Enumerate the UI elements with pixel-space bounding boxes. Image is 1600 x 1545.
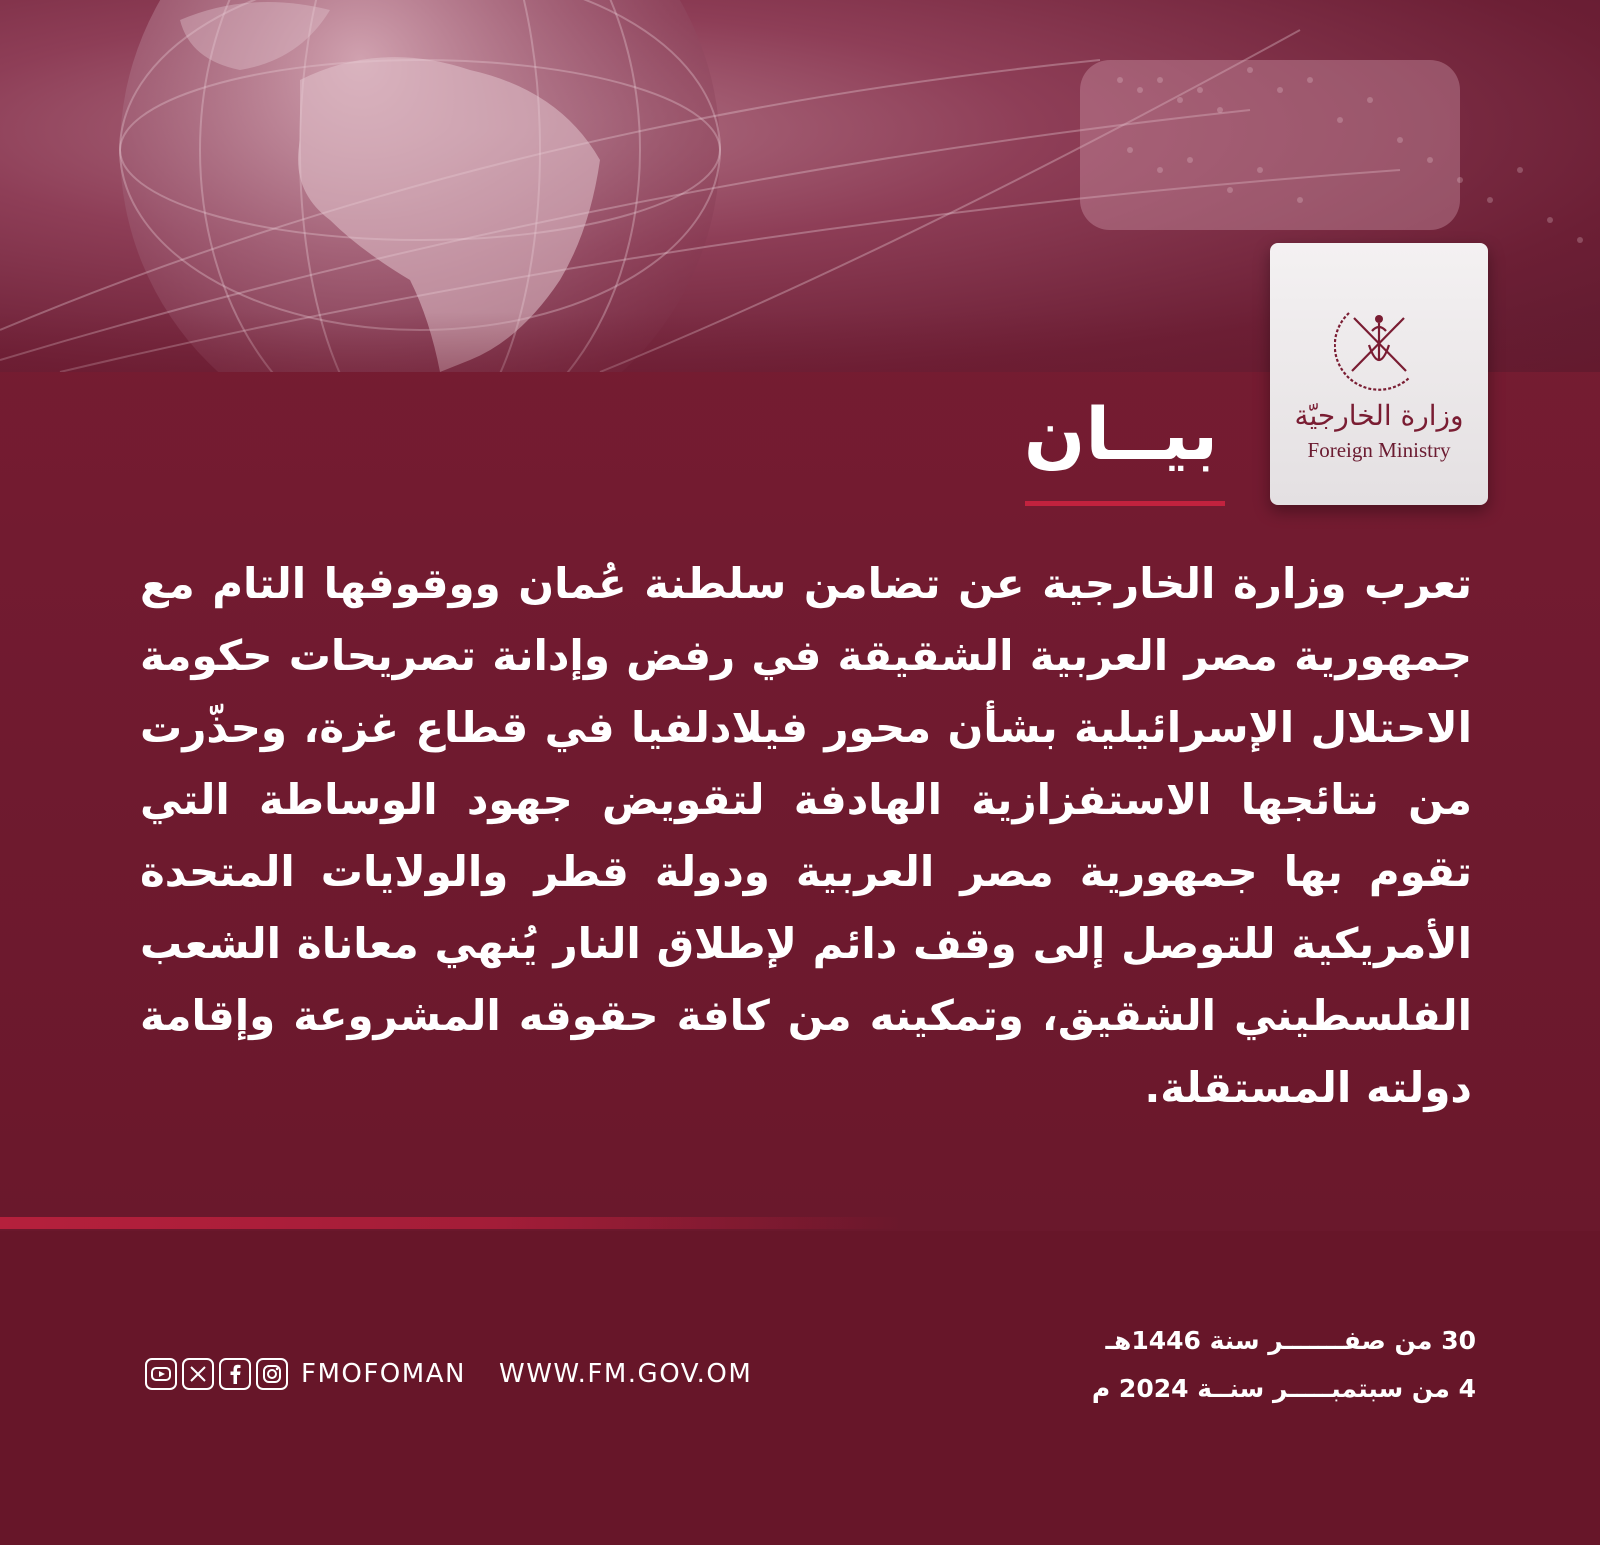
social-links <box>145 1357 466 1391</box>
logo-english-name: Foreign Ministry <box>1307 438 1451 462</box>
facebook-icon[interactable] <box>219 1358 251 1390</box>
social-handle[interactable]: FMOFOMAN <box>301 1359 466 1389</box>
date-gregorian: 4 من سبتمبـــــر سنــة 2024 م <box>1091 1374 1476 1403</box>
date-hijri: 30 من صفـــــــر سنة 1446هـ <box>1105 1326 1476 1355</box>
ministry-logo <box>1270 243 1488 505</box>
x-icon[interactable] <box>182 1358 214 1390</box>
statement-body: تعرب وزارة الخارجية عن تضامن سلطنة عُمان ووقوفها التام مع جمهورية مصر العربية الشقيقة في رفض وإدانة تصريحات حكومة الاحتلال الإسرائيلية بشأن محور فيلادلفيا في قطاع غزة، وحذّرت من نتائجها الاستفزازية الهادفة لتقويض جهود الوساطة التي تقوم بها جمهورية مصر العربية ودولة قطر والولايات المتحدة الأمريكية للتوصل إلى وقف دائم لإطلاق النار يُنهي معاناة الشعب الفلسطيني الشقيق، وتمكينه من كافة حقوقه المشروعة وإقامة دولته المستقلة. <box>140 559 1472 1112</box>
title-underline <box>1025 501 1225 506</box>
website-link[interactable]: WWW.FM.GOV.OM <box>499 1359 753 1389</box>
statement-title: بيــان <box>1023 392 1218 476</box>
logo-arabic-name: وزارة الخارجيّة <box>1294 399 1464 432</box>
youtube-icon[interactable] <box>145 1358 177 1390</box>
instagram-icon[interactable] <box>256 1358 288 1390</box>
footer-divider <box>0 1217 900 1229</box>
oman-khanjar-emblem-icon <box>1334 283 1424 393</box>
